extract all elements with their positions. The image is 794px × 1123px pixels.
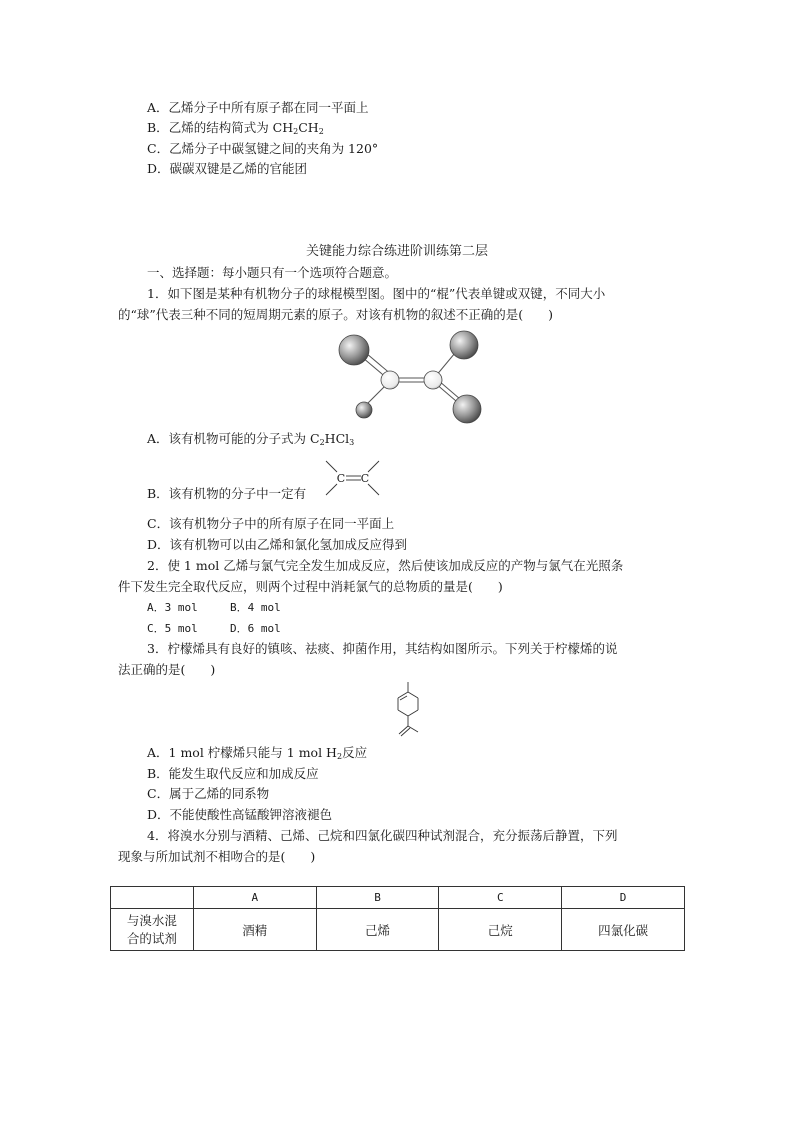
q2-option-c: C．5 mol: [147, 622, 198, 635]
table-row-label: 与溴水混 合的试剂: [111, 909, 194, 951]
q1-stem-line1: 1．如下图是某种有机物分子的球棍模型图。图中的“棍”代表单键或双键，不同大小: [147, 286, 606, 301]
limonene-structure: [388, 680, 428, 740]
table-cell-a: 酒精: [193, 909, 316, 951]
table-header-b: B: [316, 887, 439, 909]
q1-stem-line2: 的“球”代表三种不同的短周期元素的原子。对该有机物的叙述不正确的是( ): [118, 307, 554, 322]
table-cell-c: 己烷: [439, 909, 562, 951]
prev-option-a: A．乙烯分子中所有原子都在同一平面上: [147, 100, 369, 115]
prev-option-c: C．乙烯分子中碳氢键之间的夹角为 120°: [147, 141, 379, 156]
large-ball-top-left: [339, 335, 369, 365]
prev-option-d: D．碳碳双键是乙烯的官能团: [147, 161, 308, 176]
table-header-d: D: [562, 887, 685, 909]
table-header-a: A: [193, 887, 316, 909]
q4-stem-line2: 现象与所加试剂不相吻合的是( ): [118, 849, 316, 864]
carbon-label-2: C: [360, 472, 370, 485]
reagent-table: [110, 886, 685, 951]
q3-option-d: D．不能使酸性高锰酸钾溶液褪色: [147, 807, 333, 822]
q3-stem-line1: 3．柠檬烯具有良好的镇咳、祛痰、抑菌作用，其结构如图所示。下列关于柠檬烯的说: [147, 641, 618, 656]
carbon-label-1: C: [336, 472, 346, 485]
section-title: 关键能力综合练进阶训练第二层: [305, 244, 488, 259]
large-ball-bottom-right: [453, 395, 481, 423]
q2-stem-line2: 件下发生完全取代反应，则两个过程中消耗氯气的总物质的量是( ): [118, 579, 503, 594]
white-ball-left: [381, 371, 399, 389]
table-header-c: C: [439, 887, 562, 909]
q2-option-d: D．6 mol: [230, 622, 281, 635]
ball-and-stick-model: [330, 327, 490, 427]
q3-option-a: A．1 mol 柠檬烯只能与 1 mol $H_2$反应: [147, 745, 368, 761]
q3-option-c: C．属于乙烯的同系物: [147, 786, 270, 801]
q2-option-b: B．4 mol: [230, 601, 281, 614]
double-bond-structure: [320, 458, 384, 498]
large-ball-top-right: [450, 331, 478, 359]
table-header-row: [111, 887, 685, 909]
table-cell-d: 四氯化碳: [562, 909, 685, 951]
table-cell-b: 己烯: [316, 909, 439, 951]
q1-option-b: B．该有机物的分子中一定有: [147, 486, 307, 501]
prev-option-b: B．乙烯的结构简式为 $CH_2CH_2$: [147, 120, 324, 136]
table-header-empty: [111, 887, 194, 909]
q2-option-a: A．3 mol: [147, 601, 198, 614]
q1-option-d: D．该有机物可以由乙烯和氯化氢加成反应得到: [147, 537, 408, 552]
q3-stem-line2: 法正确的是( ): [118, 662, 216, 677]
q2-stem-line1: 2．使 1 mol 乙烯与氯气完全发生加成反应，然后使该加成反应的产物与氯气在光照条: [147, 558, 624, 573]
table-row: [111, 909, 685, 951]
q1-option-c: C．该有机物分子中的所有原子在同一平面上: [147, 516, 395, 531]
q4-stem-line1: 4．将溴水分别与酒精、己烯、己烷和四氯化碳四种试剂混合，充分振荡后静置，下列: [147, 828, 618, 843]
q1-option-a: A．该有机物可能的分子式为 $C_2HCl_3$: [147, 431, 355, 447]
small-ball-bottom-left: [356, 402, 372, 418]
section-heading: 一、选择题：每小题只有一个选项符合题意。: [147, 265, 398, 280]
q3-option-b: B．能发生取代反应和加成反应: [147, 766, 319, 781]
white-ball-right: [424, 371, 442, 389]
